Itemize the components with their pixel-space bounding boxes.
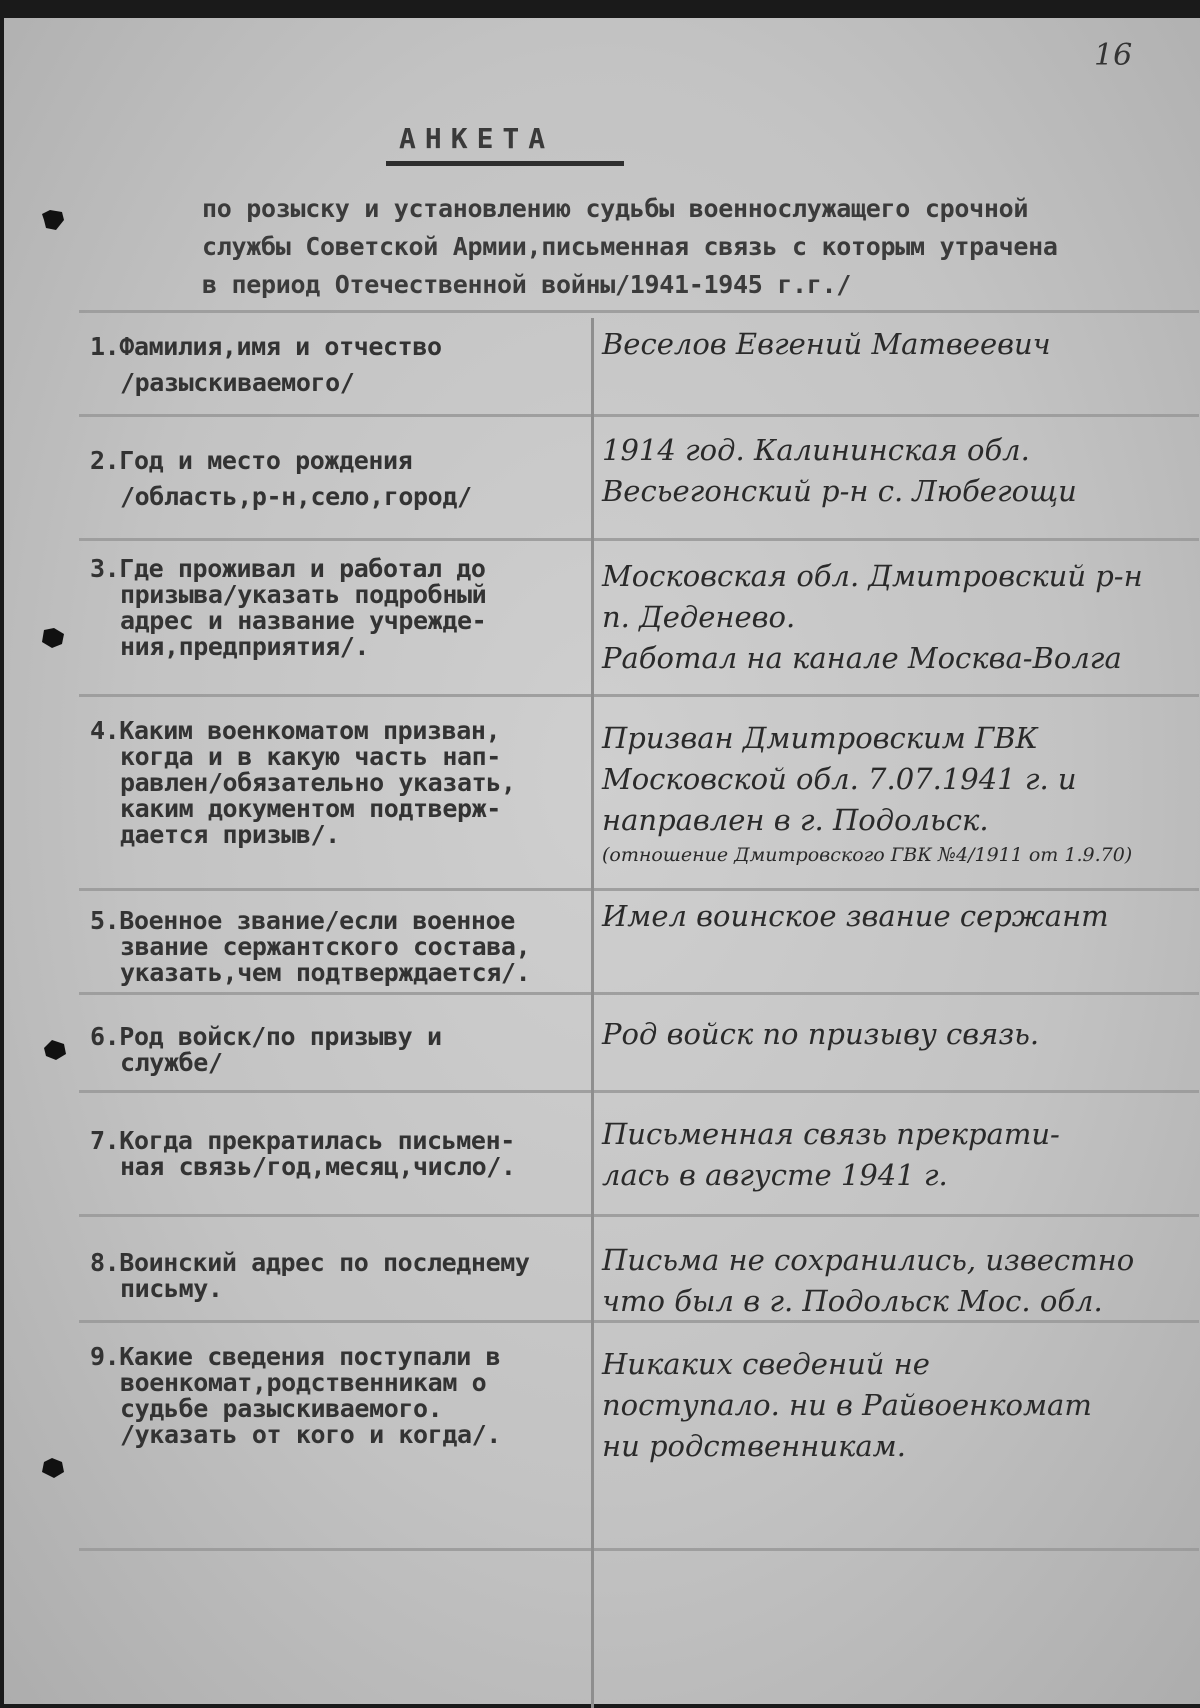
answer-line: 1914 год. Калининская обл. [602,433,1030,467]
question-line: призыва/указать подробный [120,580,487,609]
question-line: /область,р-н,село,город/ [120,482,472,511]
answer-line: что был в г. Подольск Мос. обл. [602,1284,1103,1318]
punch-hole [40,626,66,650]
answer-line: Весьегонский р-н с. Любегощи [602,474,1077,508]
question-line: /указать от кого и когда/. [120,1420,501,1449]
answer-7 [602,1114,1060,1196]
answer-line: лась в августе 1941 г. [602,1158,948,1192]
punch-hole [40,208,66,232]
table-rule [79,1548,1199,1551]
answer-line: Работал на канале Москва-Волга [602,641,1122,675]
answer-8 [602,1240,1134,1322]
answer-1 [602,324,1051,365]
question-line: ния,предприятия/. [120,632,370,661]
answer-line: Имел воинское звание сержант [602,899,1109,933]
answer-5 [602,896,1109,937]
table-rule [79,1090,1199,1093]
question-line: указать,чем подтверждается/. [120,958,531,987]
question-line: дается призыв/. [120,820,340,849]
question-2 [90,448,472,510]
question-line: когда и в какую часть нап- [120,742,501,771]
question-line: 5.Военное звание/если военное [90,906,515,935]
question-3 [90,556,486,660]
question-line: /разыскиваемого/ [120,368,355,397]
answer-line: Призван Дмитровским ГВК [602,721,1038,755]
question-line: 4.Каким военкоматом призван, [90,716,501,745]
question-9 [90,1344,501,1448]
question-line: каким документом подтверж- [120,794,501,823]
answer-4 [602,718,1132,869]
answer-line: п. Деденево. [602,600,796,634]
question-line: 9.Какие сведения поступали в [90,1342,501,1371]
question-8 [90,1250,530,1302]
table-rule [79,694,1199,697]
question-line: письму. [120,1274,223,1303]
subtitle-line: службы Советской Армии,письменная связь с которым утрачена [202,232,1058,261]
question-line: 8.Воинский адрес по последнему [90,1248,530,1277]
answer-6 [602,1014,1039,1055]
subtitle-line: в период Отечественной войны/1941-1945 г.г./ [202,270,852,299]
table-rule [79,310,1199,313]
question-line: равлен/обязательно указать, [120,768,516,797]
answer-line: Веселов Евгений Матвеевич [602,327,1051,361]
question-line: военкомат,родственникам о [120,1368,487,1397]
punch-hole [40,1456,66,1480]
question-line: ная связь/год,месяц,число/. [120,1152,516,1181]
answer-2 [602,430,1077,512]
question-7 [90,1128,516,1180]
answer-note: (отношение Дмитровского ГВК №4/1911 от 1.9.70) [602,844,1133,866]
subtitle-line: по розыску и установлению судьбы военнослужащего срочной [202,194,1029,223]
answer-line: ни родственникам. [602,1429,906,1463]
answer-line: Московская обл. Дмитровский р-н [602,559,1143,593]
answer-line: Письма не сохранились, известно [602,1243,1135,1277]
table-rule [79,414,1199,417]
question-line: адрес и название учрежде- [120,606,487,635]
table-rule [79,992,1199,995]
answer-line: Письменная связь прекрати- [602,1117,1060,1151]
question-line: звание сержантского состава, [120,932,531,961]
column-divider [591,318,594,1708]
table-rule [79,888,1199,891]
question-line: 1.Фамилия,имя и отчество [90,332,442,361]
question-line: службе/ [120,1048,223,1077]
question-line: 6.Род войск/по призыву и [90,1022,442,1051]
answer-line: поступало. ни в Райвоенкомат [602,1388,1092,1422]
page-number: 16 [1094,38,1133,73]
punch-hole [42,1038,68,1062]
question-6 [90,1024,442,1076]
answer-9 [602,1344,1092,1467]
answer-line: Московской обл. 7.07.1941 г. и [602,762,1077,796]
answer-line: Род войск по призыву связь. [602,1017,1040,1051]
answer-line: направлен в г. Подольск. [602,803,989,837]
question-line: 3.Где проживал и работал до [90,554,486,583]
table-rule [79,538,1199,541]
document-page [4,18,1200,1704]
answer-line: Никаких сведений не [602,1347,930,1381]
question-5 [90,908,530,986]
question-4 [90,718,516,848]
question-line: 7.Когда прекратилась письмен- [90,1126,515,1155]
title-underline [386,161,624,166]
document-title: АНКЕТА [399,122,555,155]
answer-3 [602,556,1143,679]
table-rule [79,1214,1199,1217]
question-line: 2.Год и место рождения [90,446,413,475]
question-1 [90,334,442,396]
question-line: судьбе разыскиваемого. [120,1394,443,1423]
